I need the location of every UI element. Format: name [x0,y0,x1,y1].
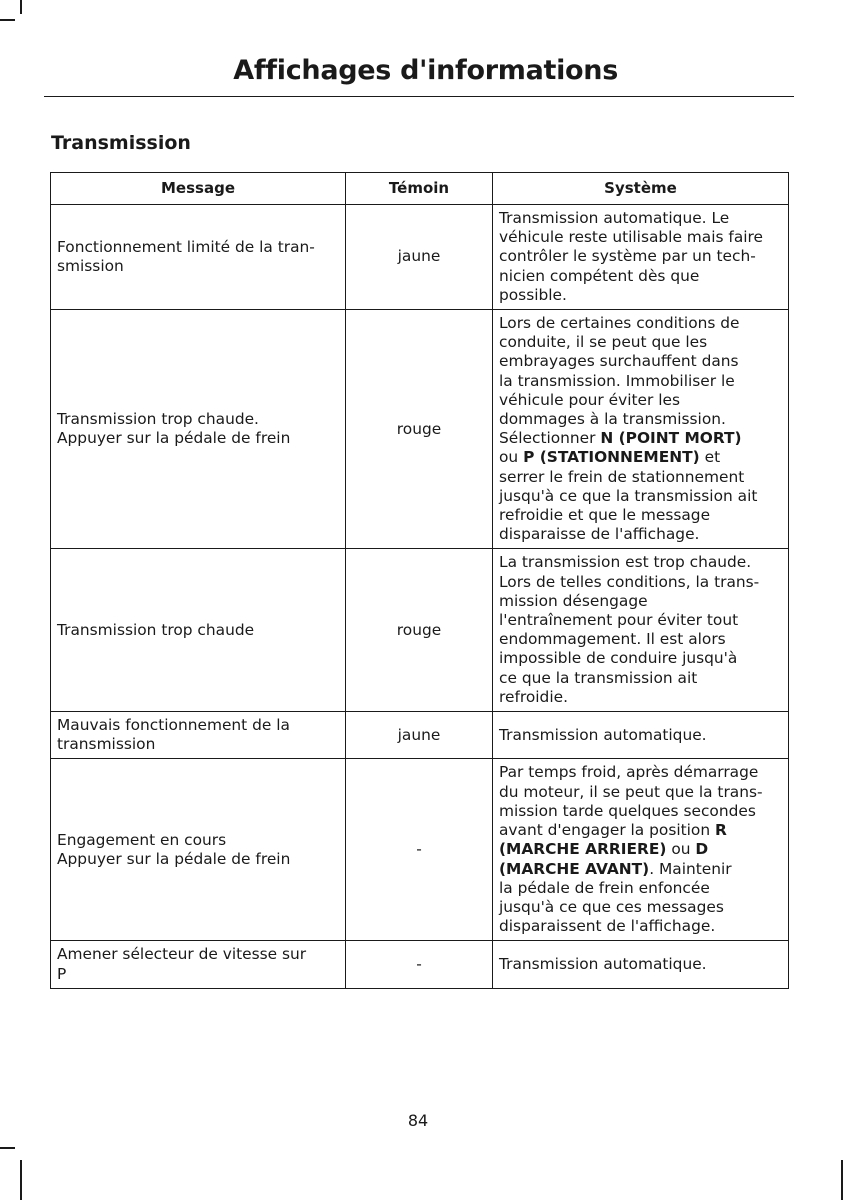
temoin-cell: jaune [346,205,493,310]
temoin-cell: - [346,759,493,941]
message-cell: Fonctionnement limité de la tran- smission [51,205,346,310]
reverse-letter-label: R [715,821,727,840]
column-header-message: Message [51,173,346,205]
park-position-label: P (STATIONNEMENT) [523,448,700,467]
table-row [51,549,789,712]
table-row [51,205,789,310]
drive-letter-label: D [695,840,709,859]
crop-mark-top-left-vertical [20,0,22,14]
temoin-cell: jaune [346,712,493,759]
temoin-cell: rouge [346,310,493,549]
message-cell: Mauvais fonctionnement de la transmission [51,712,346,759]
systeme-cell: Transmission automatique. [493,712,789,759]
table-header-row [51,173,789,205]
systeme-cell: La transmission est trop chaude. Lors de telles conditions, la trans- mission désengage l'entraînement pour éviter tout endommagement. Il est alors impossible de conduire jusqu'à ce que la transmission ait refroidie. [493,549,789,712]
temoin-cell: rouge [346,549,493,712]
crop-mark-bottom-left-vertical [20,1160,22,1200]
drive-position-label: (MARCHE AVANT) [499,859,650,878]
systeme-cell: Transmission automatique. [493,941,789,988]
page-title: Affichages d'informations [233,55,618,86]
reverse-position-label: (MARCHE ARRIERE) [499,840,667,859]
table-row [51,310,789,549]
information-table [50,172,789,989]
column-header-temoin: Témoin [346,173,493,205]
section-title: Transmission [51,132,191,154]
table-row [51,941,789,988]
message-cell: Engagement en cours Appuyer sur la pédale de frein [51,759,346,941]
systeme-cell: Par temps froid, après démarrage du moteur, il se peut que la trans- mission tarde quelques secondes avant d'engager la position R (MARCHE ARRIERE) ou D (MARCHE AVANT). Maintenir la pédale de frein enfoncée jusqu'à ce que ces messages disparaissent de l'affichage. [493,759,789,941]
crop-mark-bottom-right-vertical [841,1160,843,1200]
crop-mark-top-left-horizontal [0,19,15,21]
title-divider [44,96,794,97]
message-cell: Amener sélecteur de vitesse sur P [51,941,346,988]
table-row [51,759,789,941]
page-number: 84 [407,1111,429,1130]
systeme-cell: Lors de certaines conditions de conduite, il se peut que les embrayages surchauffent dans la transmission. Immobiliser le véhicule pour éviter les dommages à la transmission. Sélectionner N (POINT MORT) ou P (STATIONNEMENT) et serrer le frein de stationnement jusqu'à ce que la transmission ait refroidie et que le message disparaisse de l'affichage. [493,310,789,549]
table-row [51,712,789,759]
message-cell: Transmission trop chaude. Appuyer sur la pédale de frein [51,310,346,549]
systeme-cell: Transmission automatique. Le véhicule reste utilisable mais faire contrôler le système par un tech- nicien compétent dès que possible. [493,205,789,310]
temoin-cell: - [346,941,493,988]
column-header-systeme: Système [493,173,789,205]
neutral-position-label: N (POINT MORT) [600,429,742,448]
message-cell: Transmission trop chaude [51,549,346,712]
crop-mark-bottom-left-horizontal [0,1147,15,1149]
